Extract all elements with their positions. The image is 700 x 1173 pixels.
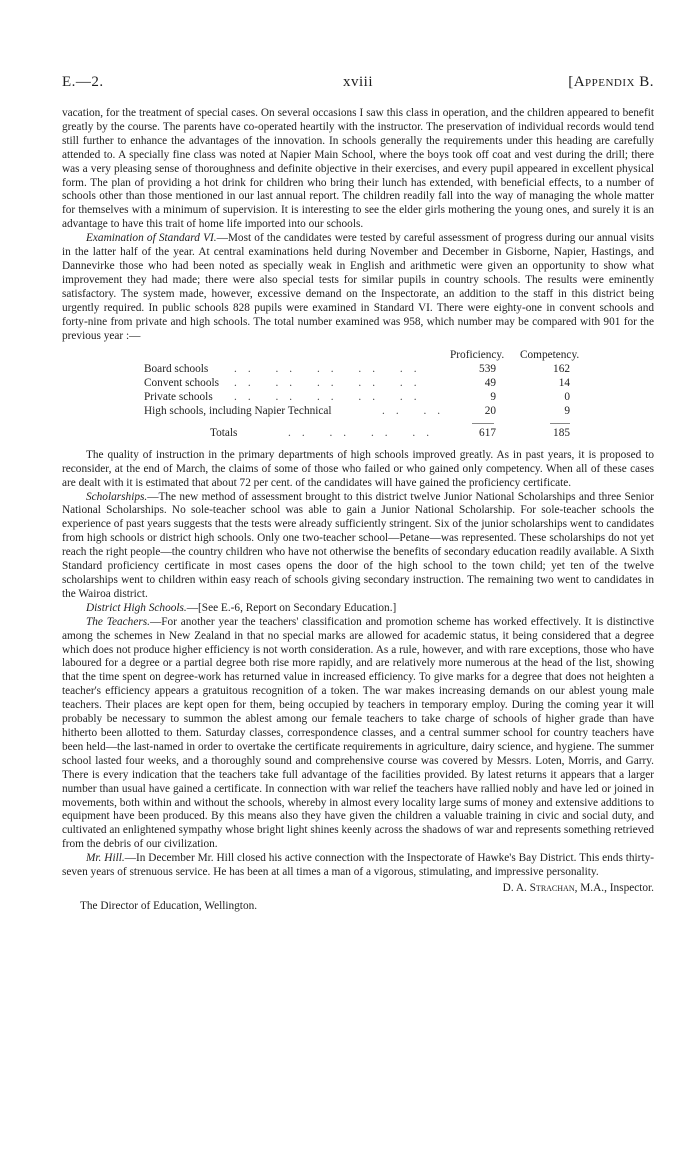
table-total-row	[62, 427, 654, 441]
paragraph-quality: The quality of instruction in the primary departments of high schools improved greatly. As in past years, it is proposed to reconsider, at the end of March, the claims of some of those who failed or who gained only competency. When all of these cases are dealt with it is estimated that about 72 per cent. of the candidates will have gained the proficiency certificate.	[62, 448, 654, 489]
paragraph-standard-vi	[62, 232, 654, 343]
row-label: Convent schools	[144, 377, 219, 390]
report-body	[62, 107, 654, 914]
page-header	[62, 74, 654, 98]
table-row	[62, 377, 654, 391]
row-label: High schools, including Napier Technical	[144, 405, 332, 418]
paragraph-physical-training: vacation, for the treatment of special cases. On several occasions I saw this class in operation, and the children appeared to benefit greatly by the course. The parents have co-operated heartily with the instructor. The preservation of individual records would tend still further to enhance the advantages of the innovation. In schools generally the requirements under this heading are carefully attended to. A specially fine class was noted at Napier Main School, where the boys took off coat and vest during the drill; there was a very pleasing sense of thoroughness and definite objective in their exercises, and every pupil appeared in excellent physical form. The plan of providing a hot drink for children who bring their lunch has extended, with beneficial effects, to a number of schools other than those mentioned in our last annual report. The children readily fall into the way of managing the whole matter for themselves with a minimum of supervision. It is interesting to see the elder girls mothering the young ones, and surely it is an advantage to have this trait of home life imported into our schools.	[62, 107, 654, 231]
paragraph-text: —The new method of assessment brought to this district twelve Junior National Scholarships and three Senior National Scholarships. No sole-teacher school was able to gain a Junior National Scholarship. For sole-teacher schools the experience of past years suggests that the tests were already sufficiently stringent. Six of the junior scholarships went to candidates from high schools or district high schools. Only one two-teacher school—Petane—was represented. These scholarships do not yet reach the right people—the country children who have not otherwise the benefits of secondary education readily available. A Sixth Standard proficiency certificate in most cases opens the door of the high school to the town child; yet ten of the twelve scholarships went to children within easy reach of schools giving secondary instruction. The remaining two went to candidates in the Wairoa district.	[62, 490, 654, 600]
signature	[62, 882, 654, 896]
paragraph-text: —For another year the teachers' classification and promotion scheme has worked effectively. It is distinctive among the schemes in New Zealand in that no special marks are allowed for academic status, it being considered that a degree which does not produce higher efficiency is not worth consideration. As a rule, however, and with rare exceptions, those who have laboured for a degree or a partial degree both rise more rapidly, and are relatively more numerous at the head of the list, showing that the time spent on degree-work has returned value in increased efficiency. To give marks for a degree that does not heighten a teacher's efficiency appears a gratuitous recognition of a token. The war makes increasing demands on our ablest young male teachers. Their places are kept open for them, being occupied by teachers in temporary employ. During the coming year it will probably be necessary to summon the ablest among our female teachers to take charge of schools of higher grade than have hitherto been allotted to them. Saturday classes, correspondence classes, and a central summer school for country teachers have been held—the last-named in order to overtake the certificate requirements in agriculture, dairy science, and hygiene. The summer school lasted four weeks, and a thoroughly sound and comprehensive course was covered by Messrs. Loten, Morris, and Garry. There is every indication that the teachers take full advantage of the facilities provided. By latest returns it appears that a larger number than usual have gained a certificate. In connection with war relief the teachers have rallied nobly and have led or joined in movements, both within and without the schools, whereby in almost every locality large sums of money and extensive additions to equipment have been produced. By this means also they have given the children a valuable training in civic and social duty, and cultivated an enlightened sympathy whose bright light shines keenly across the shadows of war and represents something retrieved from the debris of our civilization.	[62, 615, 654, 851]
leader-dots: .. .. .. .. ..	[234, 377, 428, 390]
appendix-label: [Appendix B.	[568, 74, 654, 90]
section-title: Examination of Standard VI.	[86, 232, 217, 245]
paragraph-teachers	[62, 616, 654, 852]
row-label: Private schools	[144, 391, 213, 404]
leader-dots: .. .. .. .. ..	[234, 391, 428, 404]
cell-proficiency: 20	[484, 405, 496, 418]
paragraph-district-high-schools	[62, 602, 654, 616]
rule-proficiency	[472, 423, 494, 424]
paragraph-text: —[See E.-6, Report on Secondary Education.]	[186, 601, 397, 614]
cell-proficiency: 9	[490, 391, 496, 404]
total-rule	[62, 419, 654, 427]
paragraph-text: —In December Mr. Hill closed his active connection with the Inspectorate of Hawke's Bay District. This ends thirty-seven years of strenuous service. He has been at all times a man of a vigorous, stimulating, and impressive personality.	[62, 852, 654, 879]
leader-dots: .. .. .. .. ..	[234, 363, 428, 376]
cell-competency: 162	[553, 363, 570, 376]
cell-competency: 14	[558, 377, 570, 390]
col-header-proficiency: Proficiency.	[450, 349, 505, 362]
cell-proficiency: 539	[479, 363, 496, 376]
paragraph-scholarships	[62, 491, 654, 602]
paragraph-mr-hill	[62, 852, 654, 880]
table-row	[62, 363, 654, 377]
cell-competency: 9	[564, 405, 570, 418]
cell-proficiency: 617	[479, 426, 496, 439]
section-title: The Teachers.	[86, 615, 150, 628]
section-title: District High Schools.	[86, 601, 187, 614]
leader-dots: .. .. .. ..	[288, 426, 441, 439]
cell-competency: 185	[553, 426, 570, 439]
table-row	[62, 391, 654, 405]
section-title: Mr. Hill.	[86, 852, 125, 865]
page-number: xviii	[342, 74, 373, 90]
addressee: The Director of Education, Wellington.	[80, 899, 258, 912]
section-title: Scholarships.	[86, 490, 148, 503]
report-code: E.—2.	[62, 74, 104, 90]
examination-table	[62, 349, 654, 440]
signature-name: D. A. Strachan	[502, 881, 575, 894]
table-row	[62, 405, 654, 419]
paragraph-text: —Most of the candidates were tested by careful assessment of progress during our annual visits in the latter half of the year. At central examinations held during November and December in Gisborne, Napier, Hastings, and Dannevirke those who had been noted as specially weak in English and arithmetic were given an opportunity to show what improvement they had made; there were also special tests for similar pupils in country schools. The results were eminently satisfactory. The system made, however, excessive demand on the Inspectorate, an addition to the staff in this district being urgently required. In public schools 828 pupils were examined in Standard VI. There were eighty-one in convent schools and forty-nine from private and high schools. The total number examined was 958, which number may be compared with 901 for the previous year :—	[62, 232, 655, 342]
rule-competency	[550, 423, 570, 424]
row-label: Board schools	[144, 363, 209, 376]
cell-competency: 0	[564, 391, 570, 404]
row-label: Totals	[210, 426, 238, 439]
table-header	[62, 349, 654, 363]
cell-proficiency: 49	[484, 377, 496, 390]
signature-title: , M.A., Inspector.	[574, 881, 654, 894]
col-header-competency: Competency.	[520, 349, 580, 362]
leader-dots: .. ..	[382, 405, 452, 418]
